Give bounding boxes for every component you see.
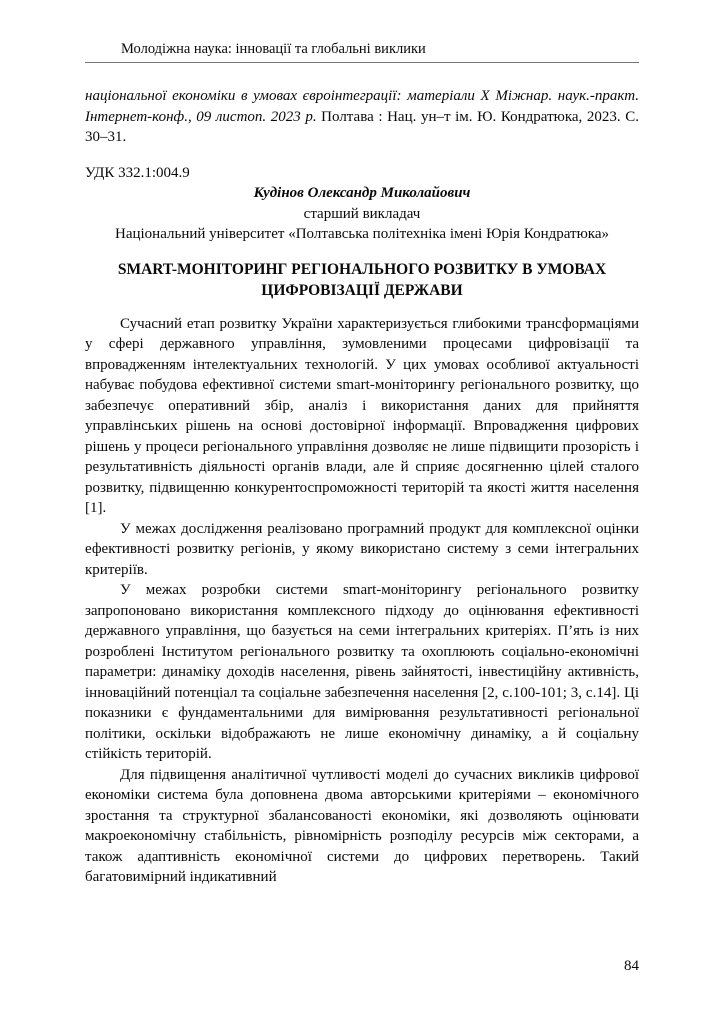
body-paragraph: У межах дослідження реалізовано програмний продукт для комплексної оцінки ефективності розвитку регіонів, у якому використано систему з семи інтегральних критеріїв. — [85, 520, 639, 578]
reference-italic-part: національної економіки в умовах євроінтеграції: матеріали X Міжнар. наук.-практ. Інтернет-конф., 09 листоп. 2023 р. — [85, 88, 639, 125]
author-affiliation: Національний університет «Полтавська політехніка імені Юрія Кондратюка» — [114, 226, 609, 242]
page-number: 84 — [624, 958, 639, 974]
body-paragraph: У межах розробки системи smart-моніторингу регіонального розвитку запропоновано використання комплексного підходу до оцінювання ефективності державного управління, що базується на семи інтегральних критеріях. П’ять із них розроблені Інститутом регіонального розвитку та охоплюють соціально-економічні параметри: динаміку доходів населення, рівень зайнятості, інвестиційну активність, інноваційний потенціал та соціальне забезпечення населення [2, с.100-101; 3, с.14]. Ці показники є фундаментальними для вимірювання результативності регіональної політики, оскільки відображають не лише економічну динаміку, а й соціальну стійкість територій. — [85, 582, 639, 762]
reference-regular-part: Полтава : Нац. ун–т ім. Ю. Кондратюка, 2023. С. 30–31. — [85, 108, 639, 145]
article-title: SMART-МОНІТОРИНГ РЕГІОНАЛЬНОГО РОЗВИТКУ В УМОВАХ ЦИФРОВІЗАЦІЇ ДЕРЖАВИ — [117, 260, 607, 299]
body-paragraph: Сучасний етап розвитку України характеризується глибокими трансформаціями у сфері державного управління, зумовленими процесами цифровізації та впровадженням інтелектуальних технологій. У цих умовах особливої актуальності набуває побудова ефективної системи smart-моніторингу регіонального розвитку, що забезпечує оперативний збір, аналіз і використання даних для прийняття управлінських рішень на основі достовірної інформації. Впровадження цифрових рішень у процеси регіонального управління дозволяє не лише підвищити прозорість і результативність діяльності органів влади, але й сприяє досягненню цілей сталого розвитку, підвищенню конкурентоспроможності територій та якості життя населення [1]. — [85, 315, 639, 516]
header-rule-divider — [85, 62, 639, 63]
author-block — [85, 183, 639, 245]
reference-paragraph — [85, 86, 639, 148]
running-head: Молодіжна наука: інновації та глобальні виклики — [121, 41, 426, 57]
article-body — [85, 314, 639, 888]
body-paragraph: Для підвищення аналітичної чутливості моделі до сучасних викликів цифрової економіки система була доповнена двома авторськими критеріями – економічного зростання та структурної збалансованості економіки, які дозволяють оцінювати макроекономічну стабільність, рівномірність розподілу ресурсів між секторами, а також адаптивність економічної системи до цифрових перетворень. Такий багатовимірний індикативний — [85, 766, 639, 885]
author-name: Кудінов Олександр Миколайович — [253, 185, 471, 201]
author-position: старший викладач — [303, 205, 421, 222]
udc-code: УДК 332.1:004.9 — [85, 164, 190, 181]
